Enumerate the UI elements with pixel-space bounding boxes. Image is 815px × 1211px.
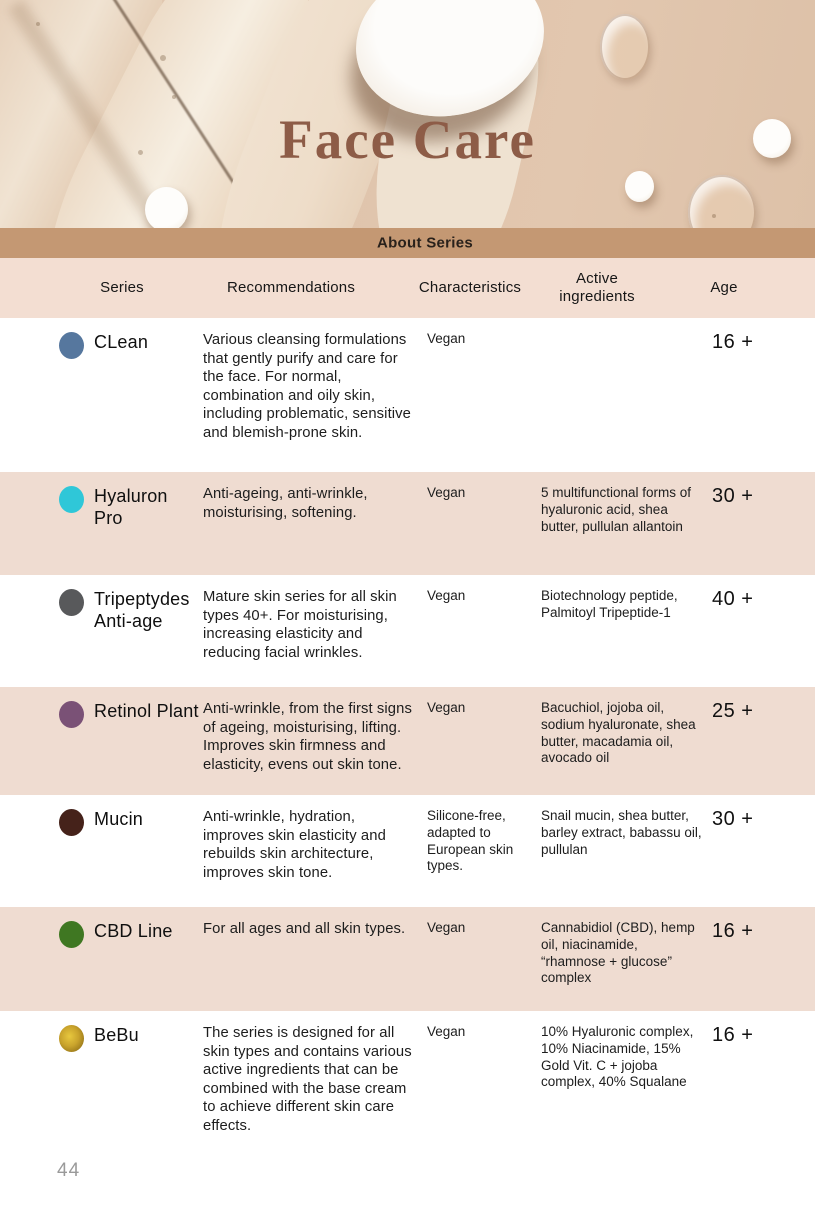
series-characteristics: Vegan (427, 485, 466, 500)
series-recommendations: Various cleansing formulations that gently purify and care for the face. For normal, combination and oily skin, including problematic, sensitive and blemish-prone skin. (203, 332, 411, 441)
series-age: 25 + (712, 700, 754, 722)
series-recommendations: Mature skin series for all skin types 40+. For moisturising, increasing elasticity and reducing facial wrinkles. (203, 589, 397, 661)
hero-banner (0, 0, 815, 228)
bubble-speck (712, 214, 716, 218)
page-footer (0, 1150, 815, 1211)
page-number: 44 (57, 1160, 81, 1181)
series-characteristics: Silicone-free, adapted to European skin types. (427, 808, 514, 874)
series-color-dot (59, 1025, 84, 1052)
series-name: Mucin (94, 809, 144, 829)
column-header-recommendations: Recommendations (226, 279, 356, 296)
series-active-ingredients: Biotechnology peptide, Palmitoyl Tripeptide-1 (541, 588, 678, 620)
gel-droplet (600, 14, 650, 80)
section-header-label: About Series (376, 234, 474, 252)
series-name: CBD Line (94, 921, 173, 941)
series-active-ingredients (541, 318, 712, 472)
column-header-characteristics: Characteristics (418, 279, 522, 296)
series-table (0, 318, 815, 1150)
series-characteristics: Vegan (427, 920, 466, 935)
series-name: CLean (94, 332, 149, 352)
series-color-dot (59, 921, 84, 948)
series-age: 16 + (712, 331, 754, 353)
table-row (0, 907, 815, 1011)
series-recommendations: Anti-wrinkle, from the first signs of ageing, moisturising, lifting. Improves skin firmness and elasticity, evens out skin tone. (203, 701, 412, 773)
series-color-dot (59, 486, 84, 513)
series-characteristics: Vegan (427, 700, 466, 715)
series-age: 40 + (712, 588, 754, 610)
series-name: Retinol Plant (94, 701, 199, 721)
table-row (0, 575, 815, 687)
table-row (0, 1011, 815, 1150)
table-row (0, 318, 815, 472)
cream-ball (145, 187, 188, 228)
bubble-speck (36, 22, 40, 26)
series-recommendations: Anti-wrinkle, hydration, improves skin elasticity and rebuilds skin architecture, improves skin tone. (203, 809, 386, 881)
table-row (0, 795, 815, 907)
gel-droplet (688, 175, 756, 228)
series-age: 30 + (712, 485, 754, 507)
table-row (0, 472, 815, 575)
column-header-series: Series (100, 279, 144, 296)
series-name: Tripeptydes Anti-age (94, 589, 190, 631)
table-row (0, 687, 815, 795)
series-characteristics: Vegan (427, 331, 466, 346)
series-age: 30 + (712, 808, 754, 830)
bubble-speck (172, 95, 176, 99)
series-age: 16 + (712, 920, 754, 942)
series-characteristics: Vegan (427, 1024, 466, 1039)
table-column-headers (0, 258, 815, 318)
column-header-active-ingredients: Active ingredients (559, 270, 635, 305)
series-color-dot (59, 809, 84, 836)
series-color-dot (59, 701, 84, 728)
page-title: Face Care (279, 109, 536, 170)
series-recommendations: The series is designed for all skin types and contains various active ingredients that can be combined with the base cream to achieve different skin care effects. (203, 1025, 412, 1134)
series-characteristics: Vegan (427, 588, 466, 603)
cream-ball (625, 171, 654, 202)
series-active-ingredients: Bacuchiol, jojoba oil, sodium hyaluronate, shea butter, macadamia oil, avocado oil (541, 700, 696, 766)
series-color-dot (59, 332, 84, 359)
column-header-age: Age (710, 279, 738, 296)
series-active-ingredients: 10% Hyaluronic complex, 10% Niacinamide, 15% Gold Vit. C + jojoba complex, 40% Squalane (541, 1024, 694, 1090)
series-active-ingredients: 5 multifunctional forms of hyaluronic acid, shea butter, pullulan allantoin (541, 485, 692, 534)
series-active-ingredients: Cannabidiol (CBD), hemp oil, niacinamide, “rhamnose + glucose” complex (541, 920, 695, 986)
series-active-ingredients: Snail mucin, shea butter, barley extract, babassu oil, pullulan (541, 808, 702, 857)
bubble-speck (160, 55, 166, 61)
series-color-dot (59, 589, 84, 616)
series-name: Hyaluron Pro (94, 486, 168, 528)
section-header-bar (0, 228, 815, 258)
series-recommendations: Anti-ageing, anti-wrinkle, moisturising, softening. (203, 486, 368, 521)
series-age: 16 + (712, 1024, 754, 1046)
series-name: BeBu (94, 1025, 139, 1045)
series-recommendations: For all ages and all skin types. (203, 921, 406, 937)
